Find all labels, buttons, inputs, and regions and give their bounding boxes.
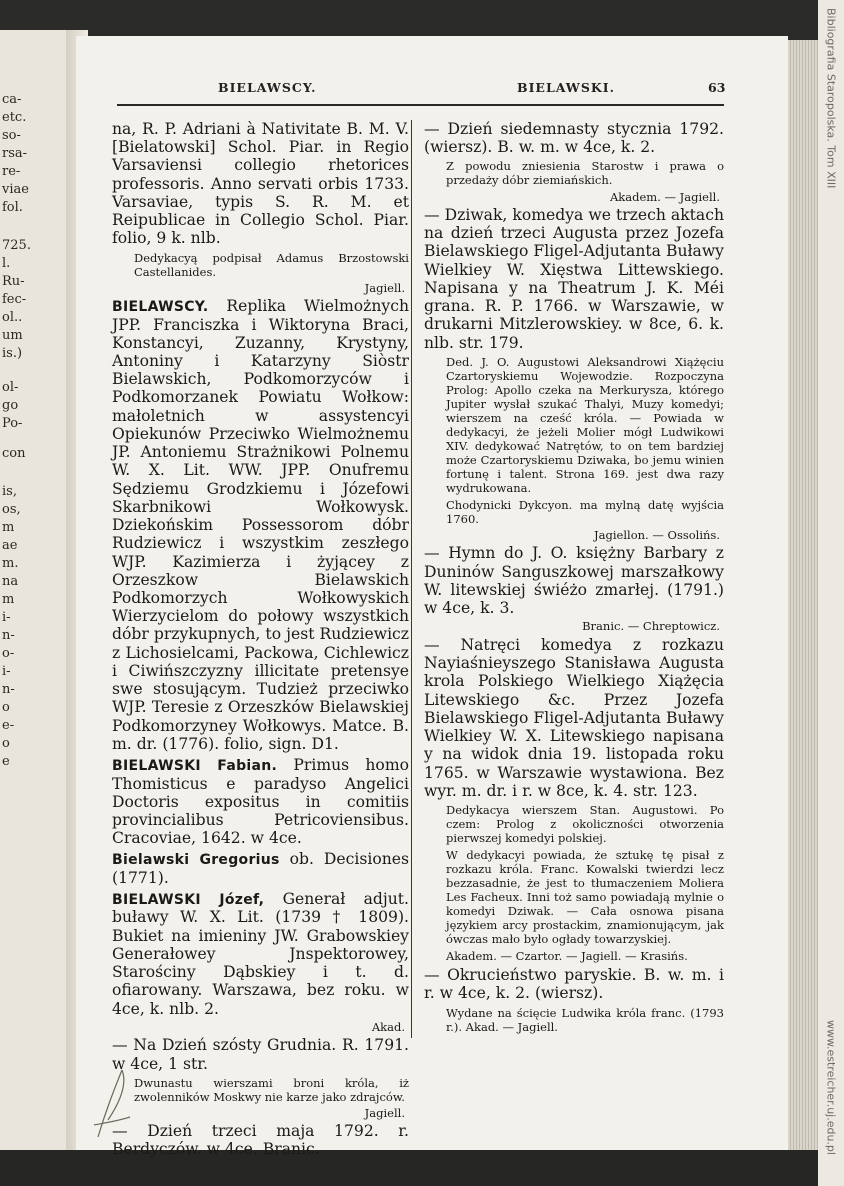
pencil-signature-mark <box>84 1065 144 1145</box>
running-head-center: BIELAWSKI. <box>517 80 615 95</box>
source-url-label: www.estreicher.uj.edu.pl <box>824 1020 838 1155</box>
previous-page-fragment: o <box>2 736 10 751</box>
previous-page-fragment: ol.. <box>2 310 23 325</box>
previous-page-fragment: m <box>2 520 15 535</box>
previous-page-fragment: Ru- <box>2 274 25 289</box>
previous-page-fragment: o <box>2 700 10 715</box>
page-number: 63 <box>708 80 726 95</box>
previous-page-fragment: i- <box>2 610 11 625</box>
previous-page-fragment: n- <box>2 628 15 643</box>
running-head-left: BIELAWSCY. <box>218 80 317 95</box>
previous-page-fragment: l. <box>2 256 11 271</box>
previous-page-fragment: n- <box>2 682 15 697</box>
previous-page-fragment: is, <box>2 484 17 499</box>
previous-page-fragment: m <box>2 592 15 607</box>
previous-page-fragment: go <box>2 398 19 413</box>
entry-note: Wydane na ścięcie Ludwika króla franc. (1793 r.). Akad. — Jagiell. <box>446 1005 724 1034</box>
left-column <box>112 120 409 1162</box>
entry-paragraph: — Okrucieństwo paryskie. B. w. m. i r. w 4ce, k. 2. (wiersz). <box>424 966 724 1003</box>
entry-text: ob. Decisiones (1771). <box>112 850 409 887</box>
page-edges <box>788 40 818 1150</box>
previous-page-fragment: e <box>2 754 10 769</box>
previous-page-fragment: um <box>2 328 23 343</box>
entry-paragraph: — Hymn do J. O. księżny Barbary z Duninów Sanguszkowej marszałkowy W. litewskiej świéżo zmarłej. (1791.) w 4ce, k. 3. <box>424 544 724 618</box>
entry-heading: BIELAWSCY. <box>112 299 209 316</box>
previous-page-fragment: con <box>2 446 26 461</box>
previous-page-fragment: 725. <box>2 238 31 253</box>
previous-page-fragment: o- <box>2 646 15 661</box>
previous-page-fragment: Po- <box>2 416 23 431</box>
entry-paragraph <box>112 850 409 887</box>
entry-note: Dedykacya wierszem Stan. Augustowi. Po czem: Prolog z okoliczności otworzenia pierwszej komedyi polskiej. <box>446 802 724 845</box>
entry-note: W dedykacyi powiada, że sztukę tę pisał z rozkazu króla. Franc. Kowalski twierdzi lecz bezzasadnie, że jest to tłumaczeniem Moliera Les Facheux. Inni toż samo powiadają mylnie o komedyi Dziwak. — Cała osnowa pisana językiem arcy prostackim, znamionującym, jak ówczas mało było ogłady towarzyskiej. <box>446 848 724 947</box>
right-column <box>424 120 724 1037</box>
previous-page-fragment: e- <box>2 718 15 733</box>
entry-heading: BIELAWSKI Fabian. <box>112 758 278 775</box>
previous-page-fragment: ae <box>2 538 18 553</box>
column-divider <box>411 120 412 1038</box>
entry-text: Primus homo Thomisticus e paradyso Angelici Doctoris expositus in comitiis provincialibus Petricoviensibus. Cracoviae, 1642. w 4ce. <box>112 756 409 848</box>
entry-paragraph: — Na Dzień szósty Grudnia. R. 1791. w 4ce, 1 str. <box>112 1036 409 1073</box>
entry-paragraph: — Dzień trzeci maja 1792. r. Berdyczów. w 4ce. Branic. <box>112 1122 409 1159</box>
entry-paragraph <box>112 890 409 1018</box>
previous-page-fragment: i- <box>2 664 11 679</box>
entry-paragraph: na, R. P. Adriani à Nativitate B. M. V. [Bielatowski] Schol. Piar. in Regio Varsaviensi collegio rhetorices professoris. Anno servati orbis 1733. Varsaviae, typis S. R. M. et Reipublicae in Collegio Schol. Piar. folio, 9 k. nlb. <box>112 120 409 248</box>
entry-paragraph: — Dzień siedemnasty stycznia 1792. (wiersz). B. w. m. w 4ce, k. 2. <box>424 120 724 157</box>
entry-note: Akadem. — Czartor. — Jagiell. — Krasińs. <box>446 949 688 964</box>
previous-page-fragment: fec- <box>2 292 27 307</box>
entry-text: Generał adjut. buławy W. X. Lit. (1739 † 1809). Bukiet na imieniny JW. Grabowskiey Generałowey Jnspektorowey, Starościny Dąbskiey i t. d. ofiarowany. Warszawa, bez roku. w 4ce, k. nlb. 2. <box>112 890 409 1018</box>
previous-page-fragment: ca- <box>2 92 22 107</box>
entry-paragraph <box>112 297 409 753</box>
previous-page-fragment: is.) <box>2 346 23 361</box>
entry-note: Dedykacyą podpisał Adamus Brzostowski Castellanides. <box>134 250 409 279</box>
entry-text: Replika Wielmożnych JPP. Franciszka i Wiktoryna Braci, Konstancyi, Zuzanny, Krystyny, Antoniny i Katarzyny Siòstr Bielawskich, Podkomorzyców i Podkomorzanek Powiatu Wołkow: małoletnich w assystencyi Opiekunów Przeciwko Wielmożnemu JP. Antoniemu Strażnikowi Polnemu W. X. Lit. WW. JPP. Onufremu Sędziemu Grodzkiemu i Józefowi Skarbnikowi Wołkowysk. Dziekońskim Possessorom dóbr Rudziewicz i wszystkim zeszłego WJP. Kazimierza i żyjącey z Orzeszkow Bielawskich Podkomorzych Wołkowyskich Wierzycielom do połowy wszystkich dóbr przykupnych, to jest Rudziewicz z Lichosielcami, Packowa, Cichlewicz i Ciwińszczyzny illicitate pretensye swe stosującym. Tudzież przeciwko WJP. Teresie z Orzeszków Bielawskiej Podkomorzyney Wołkowys. Matce. B. m. dr. (1776). folio, sign. D1. <box>112 297 409 753</box>
entry-heading: Bielawski Gregorius <box>112 852 280 869</box>
previous-page-fragment: re- <box>2 164 21 179</box>
entry-paragraph <box>112 756 409 847</box>
entry-paragraph: — Dziwak, komedya we trzech aktach na dzień trzeci Augusta przez Jozefa Bielawskiego Fligel-Adjutanta Buławy Wielkiey W. Xięstwa Littewskiego. Napisana y na Theatrum J. K. Méi grana. R. P. 1766. w Warszawie, w drukarni Mitzlerowskiey. w 8ce, 6. k. nlb. str. 179. <box>424 205 724 352</box>
library-locations: Branic. — Chreptowicz. <box>582 619 720 634</box>
previous-page-fragment: rsa- <box>2 146 28 161</box>
entry-note: Chodynicki Dykcyon. ma mylną datę wyjścia 1760. <box>446 497 724 526</box>
previous-page-fragment: so- <box>2 128 21 143</box>
previous-page-fragment: m. <box>2 556 19 571</box>
library-locations: Jagiellon. — Ossolińs. <box>594 528 720 543</box>
previous-page-fragment: fol. <box>2 200 23 215</box>
entry-heading: BIELAWSKI Józef, <box>112 892 265 909</box>
entry-note: Dwunastu wierszami broni króla, iż zwolenników Moskwy nie karze jako zdrajców. <box>134 1075 409 1104</box>
side-strip <box>818 0 844 1186</box>
previous-page-fragment: na <box>2 574 19 589</box>
previous-page-fragment: ol- <box>2 380 19 395</box>
header-rule <box>117 104 724 106</box>
collection-label: Bibliografia Staropolska. Tom XIII <box>824 8 838 189</box>
library-locations: Jagiell. <box>364 1105 405 1120</box>
previous-page-fragment: etc. <box>2 110 27 125</box>
entry-note: Ded. J. O. Augustowi Aleksandrowi Xiążęciu Czartoryskiemu Wojewodzie. Rozpoczyna Prolog: Apollo czeka na Merkurysza, którego Jupiter wysłał szukać Thalyi, Muzy komedyi; wierszem na cześć króla. — Powiada w dedykacyi, że jeżeli Molier mógł Ludwikowi XIV. dedykować Natrętów, to on tem bardziej może Czartoryskiemu Dziwaka, bo jemu winien fortunę i talent. Strona 169. jest dwa razy wydrukowana. <box>446 354 724 495</box>
library-locations: Akad. <box>371 1019 405 1034</box>
entry-paragraph: — Natręci komedya z rozkazu Nayiaśnieyszego Stanisława Augusta krola Polskiego Wielkiego Xiążęcia Litewskiego &c. Przez Jozefa Bielawskiego Fligel-Adjutanta Buławy Wielkiey W. X. Litewskiego napisana y na widok dnia 19. listopada roku 1765. w Warszawie wystawiona. Bez wyr. m. dr. i r. w 8ce, k. 4. str. 123. <box>424 635 724 800</box>
previous-page-fragment: viae <box>2 182 29 197</box>
entry-note: Z powodu zniesienia Starostw i prawa o przedaży dóbr ziemiańskich. <box>446 159 724 188</box>
library-locations: Jagiell. <box>364 280 405 295</box>
library-locations: Akadem. — Jagiell. <box>610 189 720 204</box>
previous-page-fragment: os, <box>2 502 21 517</box>
